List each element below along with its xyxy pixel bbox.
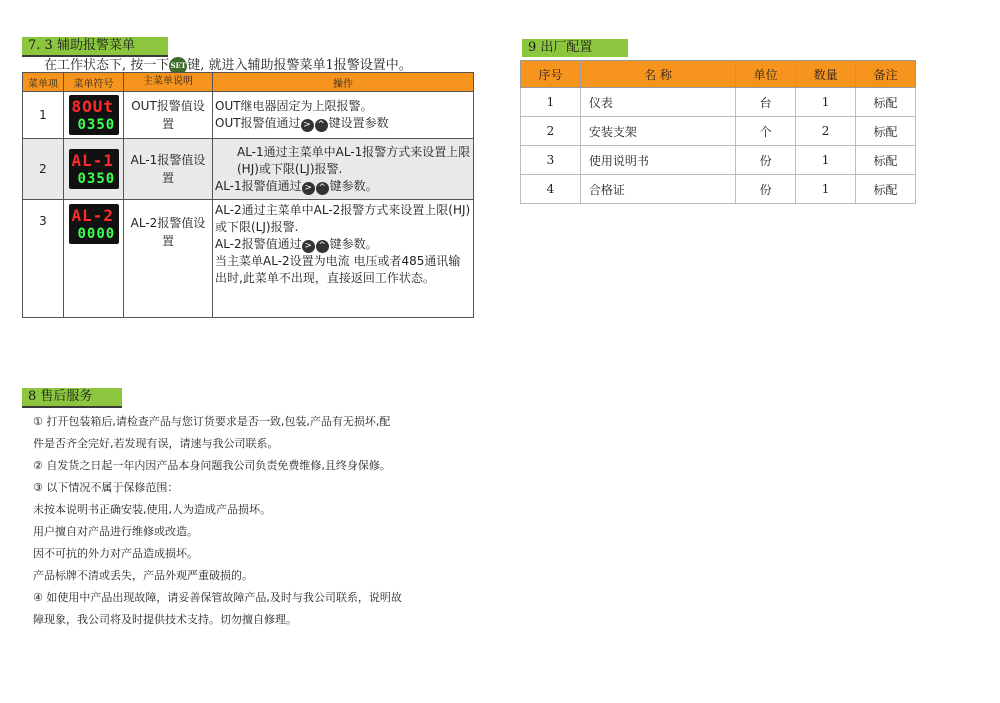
display-bottom: 0350: [77, 117, 116, 133]
col-header: 数量: [796, 61, 856, 88]
section-8-title: 8 售后服务: [22, 388, 122, 408]
op-line: 当主菜单AL-2设置为电流 电压或者485通讯输出时,此菜单不出现，直接返回工作状态。: [215, 254, 461, 285]
service-line: 未按本说明书正确安装,使用,人为造成产品损坏。: [33, 503, 271, 516]
row-index: 1: [23, 92, 64, 139]
table-row: [23, 92, 474, 139]
cell: 标配: [856, 88, 916, 117]
op-line: AL-1报警值通过: [215, 178, 302, 193]
row-index: 3: [23, 200, 64, 318]
table-header-row: [521, 61, 916, 88]
menu-desc: OUT报警值设置: [124, 92, 213, 139]
cell: 使用说明书: [580, 146, 735, 175]
cell: 2: [796, 117, 856, 146]
cell: 1: [521, 88, 581, 117]
service-line: 障现象，我公司将及时提供技术支持。切勿擅自修理。: [33, 613, 297, 626]
display-bottom: 0000: [77, 226, 116, 242]
menu-desc: AL-2报警值设置: [124, 200, 213, 318]
display-top: AL-1: [71, 151, 115, 170]
col-header: 序号: [521, 61, 581, 88]
cell: 标配: [856, 146, 916, 175]
col-header: 名 称: [580, 61, 735, 88]
arrow-keys-icon: > ^: [302, 178, 330, 195]
op-line: 键设置参数: [328, 116, 389, 130]
cell: 标配: [856, 175, 916, 204]
op-line: AL-2报警值通过: [215, 237, 302, 251]
operation-cell: [213, 200, 474, 318]
operation-cell: [213, 139, 474, 200]
table-row: [521, 146, 916, 175]
arrow-keys-icon: > ^: [301, 115, 329, 132]
cell: 3: [521, 146, 581, 175]
section-9-title: 9 出厂配置: [522, 39, 628, 57]
display-bottom: 0350: [77, 171, 116, 187]
cell: 2: [521, 117, 581, 146]
arrow-keys-icon: > ^: [302, 236, 330, 253]
service-line: 产品标牌不清或丢失，产品外观严重破损的。: [33, 569, 253, 582]
cell: 4: [521, 175, 581, 204]
cell: 安装支架: [580, 117, 735, 146]
table-row: [23, 139, 474, 200]
menu-desc: AL-1报警值设置: [124, 139, 213, 200]
table-row: [521, 117, 916, 146]
op-line: AL-1通过主菜单中AL-1报警方式来设置上限(HJ)或下限(LJ)报警.: [237, 144, 471, 176]
col-header: 备注: [856, 61, 916, 88]
cell: 份: [736, 146, 796, 175]
cell: 份: [736, 175, 796, 204]
service-line: ③ 以下情况不属于保修范围：: [33, 481, 179, 494]
cell: 1: [796, 88, 856, 117]
cell: 标配: [856, 117, 916, 146]
set-key-icon: SET: [169, 57, 187, 75]
intro-before: 在工作状态下, 按一下: [44, 58, 170, 73]
service-line: 件是否齐全完好,若发现有误，请速与我公司联系。: [33, 437, 279, 450]
cell: 合格证: [580, 175, 735, 204]
table-row: [23, 200, 474, 318]
op-line: OUT报警值通过: [215, 116, 301, 130]
cell: 1: [796, 175, 856, 204]
led-display: [69, 95, 119, 135]
col-header: 操作: [213, 73, 474, 92]
led-display: [69, 149, 119, 189]
cell: 1: [796, 146, 856, 175]
section-7-3-title: 7. 3 辅助报警菜单: [22, 37, 168, 57]
cell: 个: [736, 117, 796, 146]
table-header-row: [23, 73, 474, 92]
display-top: AL-2: [71, 206, 115, 225]
cell: 仪表: [580, 88, 735, 117]
op-line: OUT继电器固定为上限报警。: [215, 99, 373, 113]
col-header: 菜单项: [23, 73, 64, 92]
op-line: 键参数。: [329, 178, 378, 193]
alarm-menu-table: [22, 72, 474, 318]
op-line: AL-2通过主菜单中AL-2报警方式来设置上限(HJ)或下限(LJ)报警.: [215, 203, 471, 234]
service-line: 用户擅自对产品进行维修或改造。: [33, 525, 198, 538]
service-line: ④ 如使用中产品出现故障，请妥善保管故障产品,及时与我公司联系，说明故: [33, 591, 402, 604]
table-row: [521, 175, 916, 204]
intro-after: 键, 就进入辅助报警菜单1报警设置中。: [187, 58, 412, 73]
operation-cell: [213, 92, 474, 139]
row-index: 2: [23, 139, 64, 200]
col-header: 菜单符号: [64, 73, 124, 92]
led-display: [69, 204, 119, 244]
cell: 台: [736, 88, 796, 117]
service-line: ① 打开包装箱后,请检查产品与您订货要求是否一致,包装,产品有无损坏,配: [33, 415, 391, 428]
factory-config-table: [520, 60, 916, 204]
table-row: [521, 88, 916, 117]
col-header: 主菜单说明: [124, 73, 213, 92]
display-top: 8OUt: [71, 97, 115, 116]
col-header: 单位: [736, 61, 796, 88]
service-line: ② 自发货之日起一年内因产品本身问题我公司负责免费维修,且终身保修。: [33, 459, 391, 472]
op-line: 键参数。: [329, 237, 378, 251]
service-line: 因不可抗的外力对产品造成损坏。: [33, 547, 198, 560]
